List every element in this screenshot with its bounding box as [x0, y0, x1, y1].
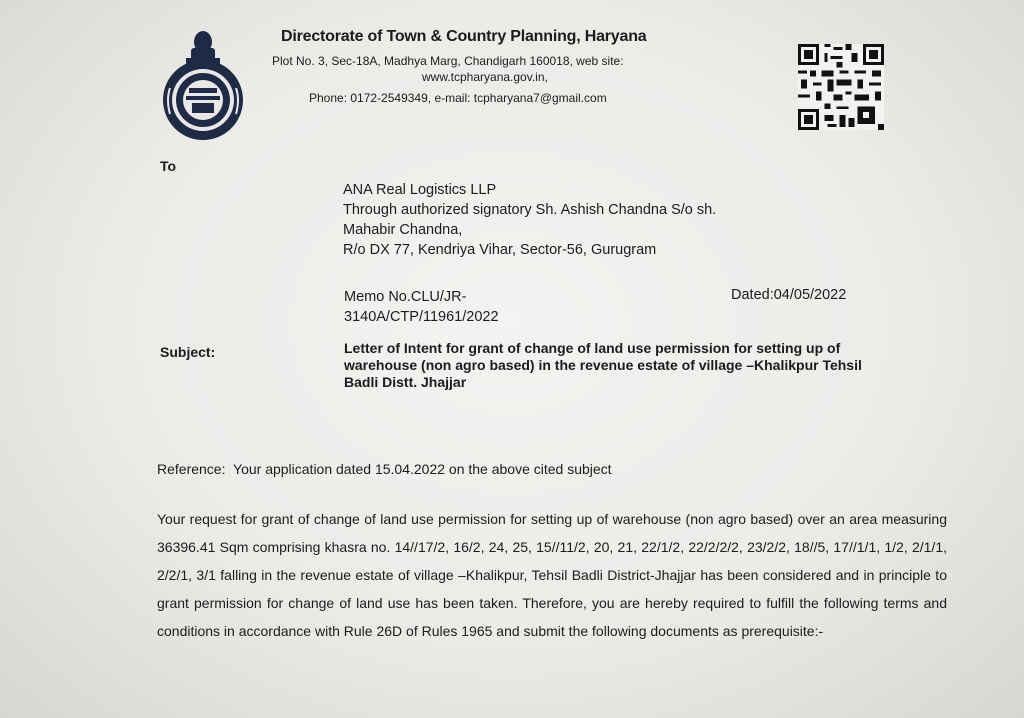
recipient-line: Mahabir Chandna,	[343, 222, 463, 238]
reference-line	[157, 461, 612, 477]
memo-line: 3140A/CTP/11961/2022	[344, 309, 499, 325]
memo-line: Memo No.CLU/JR-	[344, 289, 467, 305]
recipient-address	[343, 180, 716, 260]
to-label: To	[160, 158, 177, 174]
state-emblem-icon	[156, 28, 250, 142]
header-address: Plot No. 3, Sec-18A, Madhya Marg, Chandigarh 160018, web site:	[272, 54, 624, 68]
recipient-line: R/o DX 77, Kendriya Vihar, Sector-56, Gurugram	[343, 242, 657, 258]
body-paragraph: Your request for grant of change of land use permission for setting up of warehouse (non agro based) over an area measuring 36396.41 Sqm comprising khasra no. 14//17/2, 16/2, 24, 25, 15//11/2, 20, 21, 22/1/2, 22/2/2/2, 23/2/2, 18//5, 17//1/1, 1/2, 2/1/1, 2/2/1, 3/1 falling in the revenue estate of village –Khalikpur, Tehsil Badli District-Jhajjar has been considered and in principle to grant permission for change of land use has been taken. Therefore, you are hereby required to fulfill the following terms and conditions in accordance with Rule 26D of Rules 1965 and submit the following documents as prerequisite:-	[157, 511, 947, 639]
subject-label: Subject:	[160, 344, 216, 360]
recipient-line: Through authorized signatory Sh. Ashish Chandna S/o sh.	[343, 202, 717, 218]
recipient-line: ANA Real Logistics LLP	[343, 182, 497, 198]
directorate-title: Directorate of Town & Country Planning, Haryana	[281, 28, 647, 45]
memo-number	[344, 287, 499, 327]
reference-label: Reference:	[157, 461, 226, 477]
memo-date: Dated:04/05/2022	[731, 287, 847, 303]
qr-code-icon	[798, 44, 884, 130]
header-contact: Phone: 0172-2549349, e-mail: tcpharyana7@gmail.com	[309, 91, 607, 105]
reference-text: Your application dated 15.04.2022 on the above cited subject	[233, 461, 612, 477]
header-website: www.tcpharyana.gov.in,	[422, 70, 548, 84]
subject-text: Letter of Intent for grant of change of land use permission for setting up of warehouse (non agro based) in the revenue estate of village –Khalikpur Tehsil Badli Distt. Jhajjar	[344, 340, 862, 390]
